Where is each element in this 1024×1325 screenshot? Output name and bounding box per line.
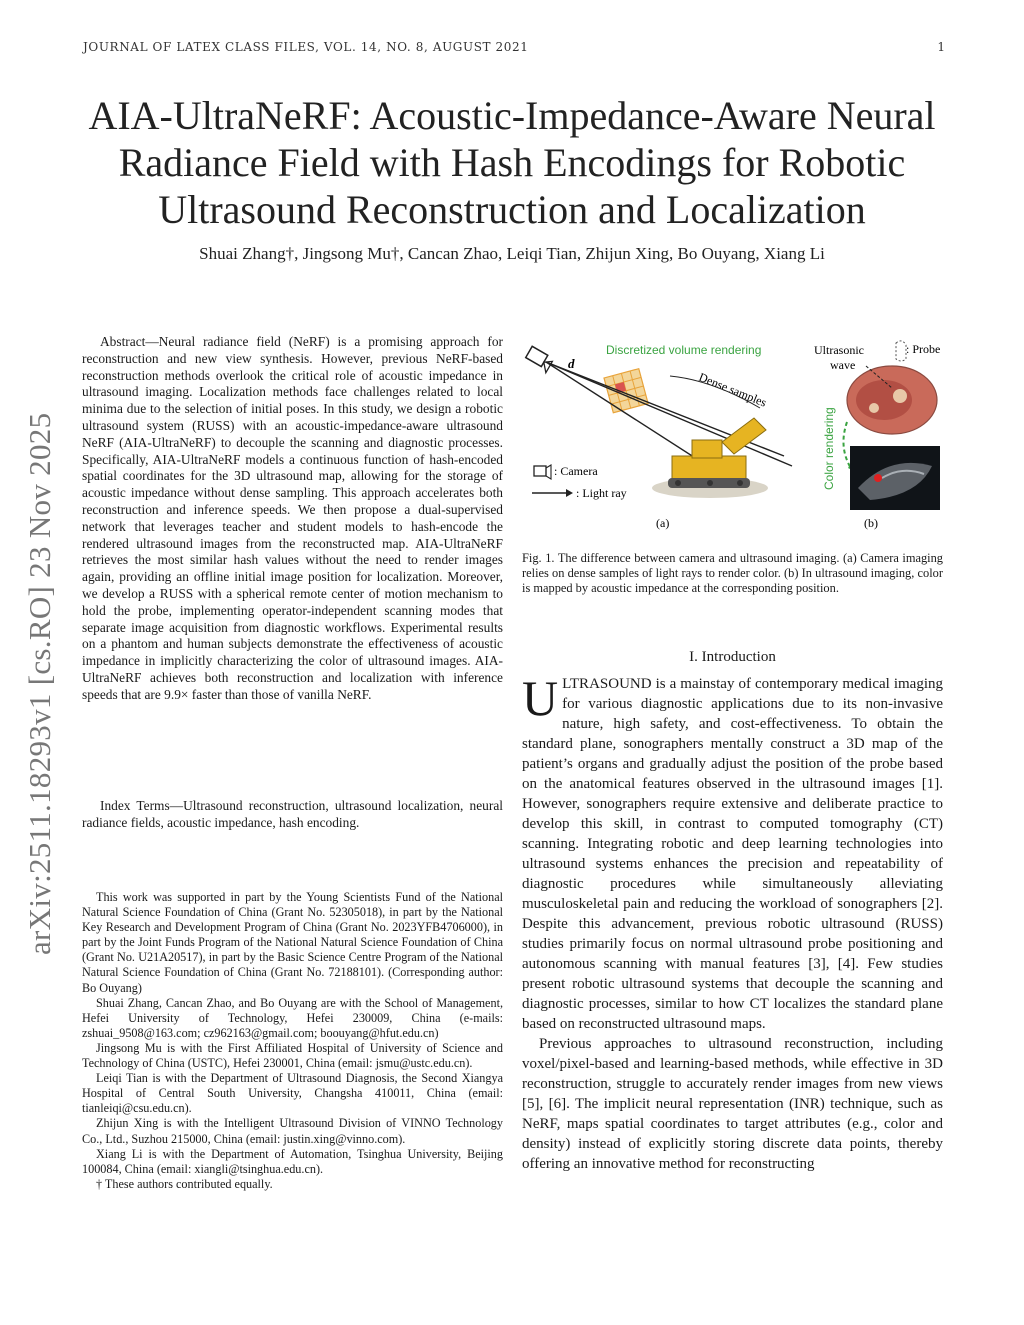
- probe-icon: [896, 341, 906, 361]
- figure-panel-a: [526, 343, 792, 530]
- intro-paragraph-2: Previous approaches to ultrasound reconstruction, including voxel/pixel-based and learning-based methods, while effective in 3D reconstruction, struggle to accurately render images from new views [5], [6]. The implicit neural representation (INR) technique, such as NeRF, maps spatial coordinates to target attributes (e.g., color and density) instead of explicitly storing discrete data points, thereby offering an innovative method for reconstructing: [522, 1036, 943, 1172]
- camera-icon: [526, 346, 553, 372]
- footnote-affiliation: Shuai Zhang, Cancan Zhao, and Bo Ouyang are with the School of Management, Hefei University of Technology, Hefei 230009, China (e-mails: zshuai_9508@163.com; cz962163@gmail.com; boouyang@hfut.edu.cn): [82, 995, 503, 1040]
- label-ultrasonic-wave-line2: wave: [830, 358, 856, 372]
- page-number: 1: [937, 40, 945, 54]
- label-discretized-rendering: Discretized volume rendering: [606, 343, 762, 357]
- label-dense-samples: Dense samples: [696, 369, 769, 410]
- light-ray-legend-label: : Light ray: [576, 486, 627, 500]
- subfigure-label-b: (b): [864, 516, 878, 530]
- footnote-equal-contribution: † These authors contributed equally.: [96, 1176, 273, 1191]
- intro-paragraph-1: [522, 670, 943, 1034]
- footnote-affiliation: Leiqi Tian is with the Department of Ultrasound Diagnosis, the Second Xiangya Hospital of Central South University, Changsha 410011, China (email: tianleiqi@csu.edu.cn).: [82, 1071, 503, 1116]
- intro-paragraph-1-text: LTRASOUND is a mainstay of contemporary medical imaging for various diagnostic applications due to its non-invasive nature, high safety, and cost-effectiveness. To obtain the standard plane, sonographers mentally construct a 3D map of the patient’s organs and gradually adjust the position of the probe based on the anatomical features observed in the ultrasound images [1]. However, sonographers require extensive and deliberate practice to develop this skill, in contrast to computed tomography (CT) scanning. Integrating robotic and deep learning technologies into ultrasound systems enhances the precision and repeatability of diagnostic procedures while simultaneously alleviating musculoskeletal pain and reducing the workload of sonographers [2]. Despite this advancement, previous robotic ultrasound (RUSS) studies primarily focus on normal ultrasound probe positioning and autonomous scanning with manual features [3], [4]. Few studies present robotic ultrasound systems that decouple the scanning and diagnostic processes, similar to how CT localizes the standard plane based on reconstructed ultrasound maps.: [522, 676, 943, 1032]
- legend-camera: [534, 464, 598, 479]
- legend-light-ray: [532, 486, 627, 500]
- section-heading: I. Introduction: [689, 649, 776, 665]
- excavator-image: [652, 418, 768, 498]
- footnotes: [82, 890, 503, 1192]
- figure-caption: Fig. 1. The difference between camera and ultrasound imaging. (a) Camera imaging relies on dense samples of light rays to render color. (b) In ultrasound imaging, color is mapped by acoustic impedance at the corresponding position.: [522, 551, 943, 595]
- footnote-affiliation: Xiang Li is with the Department of Automation, Tsinghua University, Beijing 100084, China (email: xiangli@tsinghua.edu.cn).: [82, 1146, 503, 1176]
- footnote-affiliation: Zhijun Xing is with the Intelligent Ultrasound Division of VINNO Technology Co., Ltd., Suzhou 215000, China (email: justin.xing@vinno.com).: [82, 1116, 503, 1146]
- anatomy-cross-section: [847, 366, 937, 434]
- introduction-body: [522, 670, 943, 1174]
- label-probe: : Probe: [906, 342, 941, 356]
- footnote-affiliation: Jingsong Mu is with the First Affiliated Hospital of University of Science and Technology of China (USTC), Hefei 230001, China (email: jsmu@ustc.edu.cn).: [82, 1040, 503, 1071]
- figure-1: [522, 338, 946, 538]
- drop-cap: U: [522, 670, 559, 726]
- subfigure-label-a: (a): [656, 516, 670, 530]
- arxiv-identifier: arXiv:2511.18293v1 [cs.RO] 23 Nov 2025: [22, 412, 57, 955]
- camera-legend-label: : Camera: [554, 464, 598, 478]
- footnote-funding: This work was supported in part by the Young Scientists Fund of the National Natural Science Foundation of China (Grant No. 52305018), in part by the National Key Research and Development Program of China (Grant No. 2023YFB4706000), in part by the Joint Funds Program of the National Natural Science Foundation of China (Grant No. U21A20517), in part by the Basic Science Centre Program of the National Natural Science Foundation of China (Grant No. 72188101). (Corresponding author: Bo Ouyang): [82, 890, 503, 995]
- abstract: Abstract—Neural radiance field (NeRF) is a promising approach for reconstruction and new view synthesis. However, previous NeRF-based reconstruction methods overlook the critical role of acoustic impedance in ultrasound imaging. Localization methods face challenges related to local minima due to the selection of initial poses. In this study, we design a robotic ultrasound system (RUSS) with an acoustic-impedance-aware ultrasound NeRF (AIA-UltraNeRF) to decouple the scanning and diagnostic processes. Specifically, AIA-UltraNeRF models a continuous function of hash-encoded spatial coordinates for the 3D ultrasound map, allowing for the storage of acoustic impedance without dense sampling. This approach accelerates both reconstruction and inference speeds. We then propose a dual-supervised network that leverages teacher and student models to hash-encode the rendered ultrasound images from the reconstructed map. AIA-UltraNeRF retrieves the most similar hash values without the need to render images again, providing an offline initial image position for localization. Moreover, we develop a RUSS with a spherical remote center of motion mechanism to hold the probe, implementing operator-independent scanning modes that separate image acquisition from diagnostic workflows. Experimental results on a phantom and human subjects demonstrate the effectiveness of acoustic impedance in implicitly characterizing the color of ultrasound images. AIA-UltraNeRF achieves both reconstruction and localization with inference speeds that are 9.9× faster than those of vanilla NeRF.: [82, 334, 503, 702]
- label-ultrasonic-wave-line1: Ultrasonic: [814, 343, 864, 357]
- camera-legend-icon: [534, 465, 551, 479]
- sample-grid: [604, 369, 648, 413]
- running-header: JOURNAL OF LATEX CLASS FILES, VOL. 14, NO. 8, AUGUST 2021: [83, 40, 529, 54]
- author-list: Shuai Zhang†, Jingsong Mu†, Cancan Zhao, Leiqi Tian, Zhijun Xing, Bo Ouyang, Xiang Li: [199, 244, 825, 263]
- label-color-rendering: Color rendering: [822, 407, 836, 490]
- label-d: d: [568, 356, 575, 371]
- paper-title: AIA-UltraNeRF: Acoustic-Impedance-Aware Neural Radiance Field with Hash Encodings for Robotic Ultrasound Reconstruction and Localization: [88, 93, 936, 232]
- arrow-icon: [532, 489, 573, 497]
- index-terms: Index Terms—Ultrasound reconstruction, ultrasound localization, neural radiance fields, acoustic impedance, hash encoding.: [82, 798, 503, 830]
- ultrasound-image: [850, 446, 940, 510]
- figure-panel-b: [814, 341, 940, 530]
